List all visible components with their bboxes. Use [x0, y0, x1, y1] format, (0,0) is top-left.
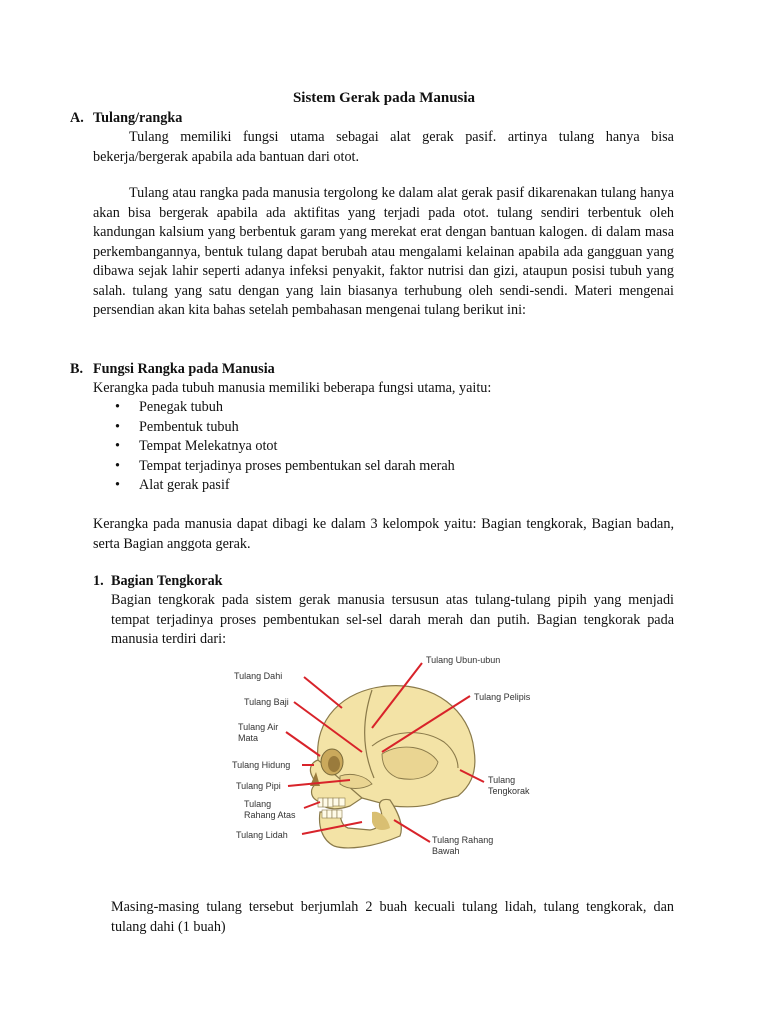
label-tulang-ubun-ubun: Tulang Ubun-ubun: [426, 655, 501, 665]
label-tulang-lidah: Tulang Lidah: [236, 830, 288, 840]
bullet-icon: •: [115, 477, 120, 493]
pointer-dahi: [304, 677, 342, 708]
label-tulang-tengkorak-1: Tulang: [488, 775, 516, 785]
label-tulang-air-mata-2: Mata: [238, 733, 259, 743]
label-tulang-baji: Tulang Baji: [244, 697, 289, 707]
label-tulang-rahang-atas-2: Rahang Atas: [244, 810, 296, 820]
section-a-label: A.: [70, 110, 84, 126]
subsection-1-paragraph-1: Bagian tengkorak pada sistem gerak manusia tersusun atas tulang-tulang pipih yang menjadi tempat terjadinya proses pembentukan sel-sel darah merah dan putih. Bagian tengkorak pada manusia terdiri dari:: [111, 592, 674, 647]
list-item: [93, 457, 455, 477]
pointer-air-mata: [286, 732, 320, 756]
label-tulang-rahang-bawah-1: Tulang Rahang: [432, 835, 494, 845]
section-a-paragraph-2-text: Tulang atau rangka pada manusia tergolong ke dalam alat gerak pasif dikarenakan tulang hanya akan bisa bergerak apabila ada aktifitas yang terjadi pada otot. tulang sendiri terbentuk oleh kandungan kalsium yang berbentuk garam yang merekat erat dengan bantuan kalogen. di dalam masa perkembangannya, bentuk tulang dapat berubah atau mengalami kelainan apabila ada gangguan yang dibawa sejak lahir seperti adanya infeksi penyakit, faktor nutrisi dan gizi, ataupun posisi tubuh yang salah. tulang yang satu dengan yang lain biasanya terhubung oleh sendi-sendi. Materi mengenai persendian akan kita bahas setelah pembahasan mengenai tulang berikut ini:: [93, 185, 674, 318]
subsection-1-label: 1.: [93, 573, 104, 589]
section-b-heading: [70, 360, 275, 380]
eye-socket-shadow: [328, 756, 340, 772]
label-tulang-pipi: Tulang Pipi: [236, 781, 281, 791]
section-a-title: Tulang/rangka: [93, 110, 183, 126]
function-list: [93, 398, 455, 496]
section-a-heading: [70, 109, 182, 129]
list-item-text: Tempat Melekatnya otot: [139, 438, 278, 454]
bullet-icon: •: [115, 457, 120, 474]
list-item-text: Penegak tubuh: [139, 399, 223, 415]
subsection-1-paragraph-2: Masing-masing tulang tersebut berjumlah 2 buah kecuali tulang lidah, tulang tengkorak, dan tulang dahi (1 buah): [111, 899, 674, 935]
section-b-paragraph-2: Kerangka pada manusia dapat dibagi ke dalam 3 kelompok yaitu: Bagian tengkorak, Bagian badan, serta Bagian anggota gerak.: [93, 516, 674, 552]
list-item-text: Alat gerak pasif: [139, 477, 230, 493]
section-b-title: Fungsi Rangka pada Manusia: [93, 361, 275, 377]
section-a-paragraph-1: [93, 128, 674, 167]
upper-teeth: [318, 798, 345, 807]
list-item: [93, 437, 455, 457]
list-item-text: Tempat terjadinya proses pembentukan sel darah merah: [139, 457, 455, 474]
subsection-1-title: Bagian Tengkorak: [111, 573, 223, 589]
label-tulang-hidung: Tulang Hidung: [232, 760, 291, 770]
pointer-rahang-atas: [304, 802, 320, 808]
section-b-label: B.: [70, 361, 84, 377]
label-tulang-rahang-bawah-2: Bawah: [432, 846, 460, 856]
section-a-paragraph-1-text: Tulang memiliki fungsi utama sebagai alat gerak pasif. artinya tulang hanya bisa bekerja/bergerak apabila ada bantuan dari otot.: [93, 129, 674, 165]
bullet-icon: •: [115, 438, 120, 454]
label-tulang-air-mata-1: Tulang Air: [238, 722, 279, 732]
list-item-text: Pembentuk tubuh: [139, 418, 239, 435]
page-title: Sistem Gerak pada Manusia: [292, 90, 476, 106]
skull-illustration: [222, 650, 552, 860]
skull-diagram: [222, 650, 552, 860]
bullet-icon: •: [115, 418, 120, 435]
label-tulang-rahang-atas-1: Tulang: [244, 799, 272, 809]
list-item: [93, 398, 455, 418]
label-tulang-dahi: Tulang Dahi: [234, 671, 283, 681]
list-item: [93, 418, 455, 438]
list-item: [93, 476, 455, 496]
subsection-1-heading: [93, 572, 223, 592]
section-a-paragraph-2: [93, 184, 674, 321]
section-b-intro: Kerangka pada tubuh manusia memiliki beberapa fungsi utama, yaitu:: [93, 380, 492, 396]
label-tulang-tengkorak-2: Tengkorak: [488, 786, 530, 796]
bullet-icon: •: [115, 399, 120, 415]
lower-teeth: [322, 810, 342, 818]
label-tulang-pelipis: Tulang Pelipis: [474, 692, 531, 702]
